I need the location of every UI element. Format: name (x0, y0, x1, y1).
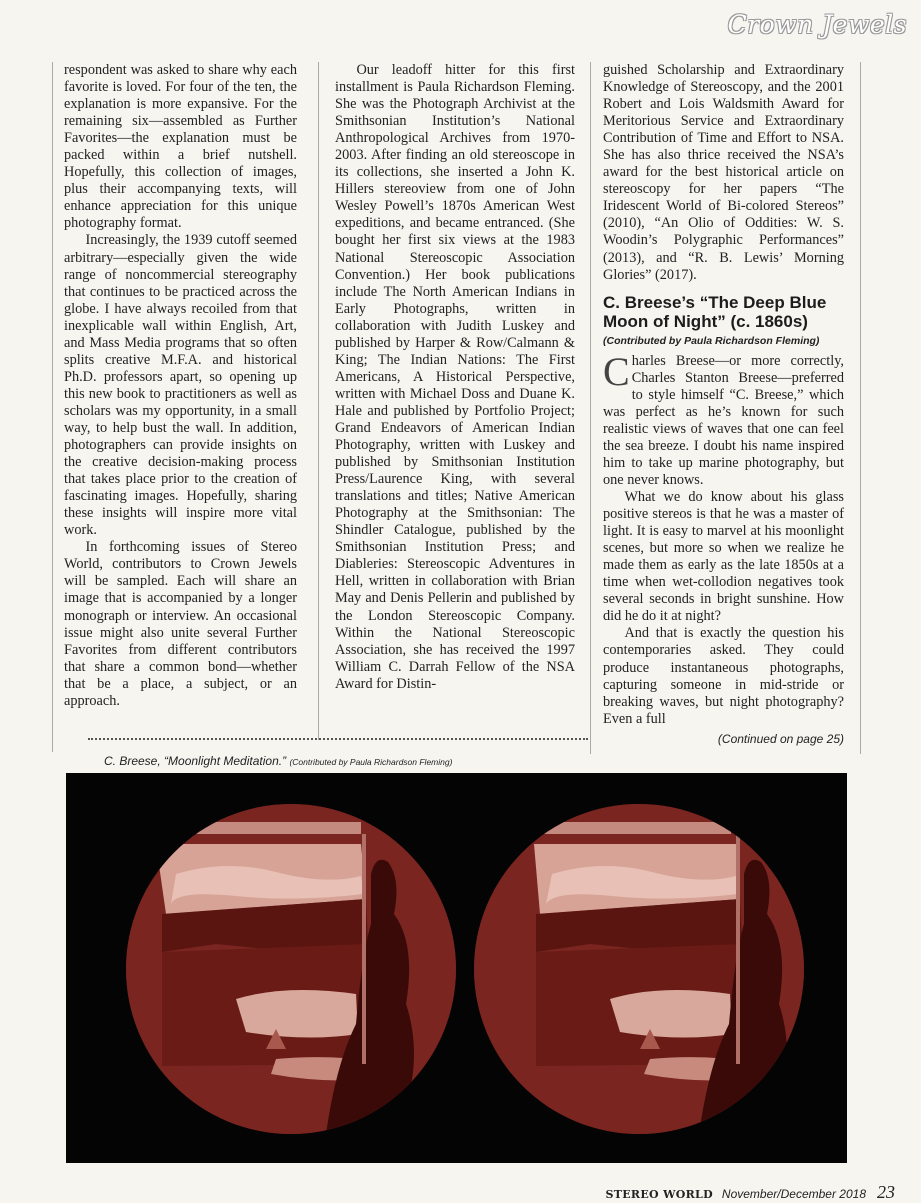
article-title: C. Breese’s “The Deep Blue Moon of Night” (c. 1860s) (603, 292, 827, 331)
column-rule (590, 62, 591, 754)
dotted-divider (88, 738, 588, 740)
moonlight-scene-image (474, 804, 804, 1134)
stereoview-photo (66, 773, 847, 1163)
text-column-1 (64, 62, 297, 710)
column-rule (860, 62, 861, 754)
figure-caption (104, 754, 452, 768)
lead-text: harles Breese—or more correctly, Charles Stanton Breese—preferred to style himself “C. Breese,” which was perfect as he’s known for such realistic views of waves that one can feel the sea breeze. I doubt his name inspired him to take up marine photography, but one never knows. (603, 352, 844, 488)
text-column-2 (335, 62, 575, 693)
stereo-lens-left (126, 804, 456, 1134)
column-rule (318, 62, 319, 740)
text-column-3 (603, 62, 844, 748)
stereo-lens-right (474, 804, 804, 1134)
section-label: Crown Jewels (727, 10, 907, 39)
paragraph: What we do know about his glass positive stereos is that he was a master of light. It is easy to marvel at his moonlight scenes, but more so when we realize he made them as early as the late 1850s at a time when wet-collodion negatives took several seconds in bright sunshine. How did he do it at night? (603, 489, 844, 625)
paragraph: In forthcoming issues of Stereo World, contributors to Crown Jewels will be sampled. Each will share an image that is accompanied by a longer monograph or interview. An occasional issue might also unite several Further Favorites from different contributors that share a common bond—whether that be a place, a subject, or an approach. (64, 539, 297, 709)
caption-credit: (Contributed by Paula Richardson Fleming) (289, 757, 453, 767)
drop-cap: C (603, 348, 630, 394)
lead-paragraph (603, 348, 844, 489)
page-number: 23 (877, 1182, 895, 1202)
issue-date: November/December 2018 (721, 1187, 866, 1201)
article-credit: (Contributed by Paula Richardson Fleming) (603, 334, 820, 347)
caption-text: C. Breese, “Moonlight Meditation.” (104, 754, 287, 768)
paragraph: Our leadoff hitter for this first installment is Paula Richardson Fleming. She was the Photograph Archivist at the Smithsonian Institution’s National Anthropological Archives from 1970-2003. After finding an old stereoscope in its collections, she inserted a John K. Hillers stereoview from one of John Wesley Powell’s 1870s American West expeditions, and became entranced. (She bought her first six views at the 1983 National Stereoscopic Association Convention.) Her book publications include The North American Indians in Early Photographs, written in collaboration with Judith Luskey and published by Harper & Row/Calmann & King; The Indian Nations: The First Americans, A Historical Perspective, written with Michael Doss and Duane K. Hale and published by Portfolio Project; Grand Endeavors of American Indian Photography, written with Luskey and published by Smithsonian Institution Press/Laurence King, with several translations and titles; Native American Photography at the Smithsonian: The Shindler Catalogue, published by the Smithsonian Institution Press; and Diableries: Stereoscopic Adventures in Hell, written in collaboration with Brian May and Denis Pellerin and published by the London Stereoscopic Company. Within the National Stereoscopic Association, she has received the 1997 William C. Darrah Fellow of the NSA Award for Distin- (335, 62, 575, 692)
paragraph: And that is exactly the question his contemporaries asked. They could produce instantaneous photographs, capturing someone in mid-stride or breaking waves, but night photography? Even a full (603, 625, 844, 727)
continued-note: (Continued on page 25) (717, 731, 844, 746)
paragraph: respondent was asked to share why each favorite is loved. For four of the ten, the explanation is more expansive. For the remaining six—assembled as Further Favorites—the explanation must be packed within a brief nutshell. Hopefully, this collection of images, plus their accompanying texts, will enhance appreciation for this unique photography format. (64, 62, 297, 232)
paragraph: guished Scholarship and Extraordinary Knowledge of Stereoscopy, and the 2001 Robert and Lois Waldsmith Award for Meritorious Service and Extraordinary Contribution of Time and Effort to NSA. She has also thrice received the NSA’s award for the best historical article on stereoscopy for her papers “The Iridescent World of Bi-colored Stereos” (2010), “An Olio of Oddities: W. S. Woodin’s Polygraphic Performances” (2013), and “R. B. Lewis’ Morning Glories” (2017). (603, 62, 844, 283)
magazine-name: STEREO WORLD (605, 1188, 713, 1201)
moonlight-scene-image (126, 804, 456, 1134)
paragraph: Increasingly, the 1939 cutoff seemed arbitrary—especially given the wide range of noncommercial stereography that continues to be practiced across the globe. I have always recoiled from that inexplicable wall within English, Art, and Mass Media programs that so often splits creative M.F.A. and historical Ph.D. professors apart, so opening up this new book to practitioners as well as scholars was my opportunity, in a small way, to help bust the wall. In addition, photographers can provide insights on the creative decision-making process that takes place prior to the creation of fascinating images. Hopefully, sharing these insights will inspire more vital work. (64, 232, 297, 539)
column-rule (52, 62, 53, 752)
